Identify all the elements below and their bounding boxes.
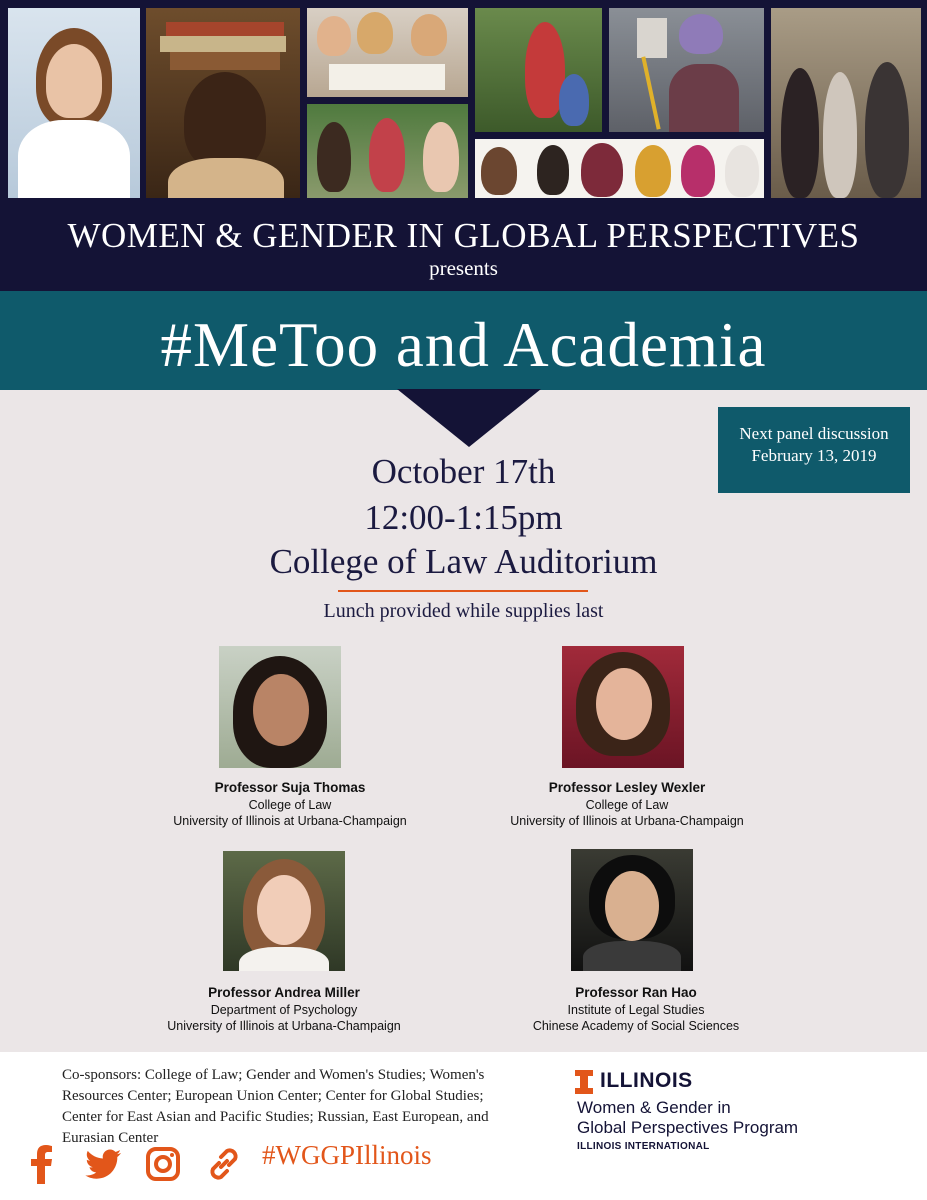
event-title: #MeToo and Academia (160, 310, 767, 380)
event-date: October 17th (371, 452, 556, 491)
collage-photo-faces-strip (475, 139, 764, 198)
headshot-andrea-miller (223, 851, 345, 971)
headshot-lesley-wexler (562, 646, 684, 768)
footer (0, 1052, 927, 1200)
twitter-icon[interactable] (85, 1144, 121, 1184)
event-time: 12:00-1:15pm (364, 498, 563, 537)
illinois-international-label: ILLINOIS INTERNATIONAL (577, 1141, 710, 1152)
cosponsors-text: Co-sponsors: College of Law; Gender and Women's Studies; Women's Resources Center; European Union Center; Center for Global Studies; Center for East Asian and Pacific Studies; Russian, East European, and Eurasian Center (62, 1067, 489, 1146)
event-venue: College of Law Auditorium (269, 542, 658, 581)
link-icon[interactable] (205, 1144, 243, 1184)
speaker-department: College of Law (248, 798, 332, 812)
banner-arrow (397, 389, 541, 447)
next-panel-date: February 13, 2019 (751, 446, 877, 465)
collage-photo-study-group (307, 8, 468, 97)
program-name (577, 1098, 837, 1138)
collage-photo-surveyor (609, 8, 764, 132)
speaker-name: Professor Suja Thomas (214, 780, 366, 795)
collage-photo-books (146, 8, 300, 198)
organization-banner (0, 200, 927, 291)
presents-label: presents (429, 256, 498, 280)
speaker-name: Professor Andrea Miller (208, 985, 360, 1000)
program-name-line: Women & Gender in (577, 1098, 731, 1117)
speaker-department: Department of Psychology (210, 1003, 358, 1017)
collage-photo-students (307, 104, 468, 198)
illinois-block-i-icon (575, 1070, 593, 1094)
speaker-card (477, 779, 777, 829)
speaker-card (134, 984, 434, 1034)
photo-collage (0, 0, 927, 200)
next-panel-label: Next panel discussion (739, 424, 889, 443)
speaker-name: Professor Ran Hao (575, 985, 697, 1000)
speaker-department: College of Law (585, 798, 669, 812)
speaker-department: Institute of Legal Studies (567, 1003, 705, 1017)
speaker-institution: University of Illinois at Urbana-Champaign (510, 814, 744, 828)
headshot-suja-thomas (219, 646, 341, 768)
facebook-icon[interactable] (30, 1144, 54, 1184)
collage-photo-scientist (8, 8, 140, 198)
lunch-note: Lunch provided while supplies last (323, 600, 604, 622)
organization-title: WOMEN & GENDER IN GLOBAL PERSPECTIVES (67, 216, 860, 255)
instagram-icon[interactable] (146, 1144, 180, 1184)
event-title-banner (0, 291, 927, 390)
speaker-card (140, 779, 440, 829)
headshot-ran-hao (571, 849, 693, 971)
illinois-wordmark: ILLINOIS (600, 1069, 693, 1092)
program-name-line: Global Perspectives Program (577, 1118, 799, 1137)
speaker-card (486, 984, 786, 1034)
speaker-institution: Chinese Academy of Social Sciences (532, 1019, 740, 1033)
divider-rule (338, 590, 588, 592)
speaker-name: Professor Lesley Wexler (548, 780, 706, 795)
speaker-institution: University of Illinois at Urbana-Champaign (173, 814, 407, 828)
collage-photo-field-work (475, 8, 602, 132)
collage-photo-conversation (771, 8, 921, 198)
hashtag[interactable]: #WGGPIllinois (262, 1140, 432, 1170)
speaker-institution: University of Illinois at Urbana-Champaign (167, 1019, 401, 1033)
